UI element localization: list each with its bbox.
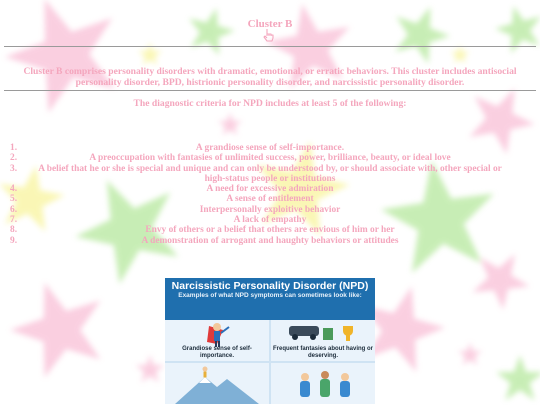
- list-item: 3. A belief that he or she is special and unique and can only be understood by, or should associate with, other special or high-status people or institutions: [10, 163, 502, 184]
- criteria-list: [0, 143, 540, 246]
- infographic-header: [165, 278, 375, 320]
- infographic-title: Narcissistic Personality Disorder (NPD): [171, 280, 369, 292]
- page-title: Cluster B: [247, 18, 293, 30]
- infographic-cell-mountain: [165, 363, 269, 404]
- infographic-cell-fantasies: [271, 320, 375, 361]
- infographic-cell-people: [271, 363, 375, 404]
- infographic-subtitle: Examples of what NPD symptoms can sometimes look like:: [178, 292, 362, 299]
- list-item: 2. A preoccupation with fantasies of unlimited success, power, brilliance, beauty, or ideal love: [10, 153, 451, 164]
- cell-label: Frequent fantasies about having or deserving.: [273, 346, 374, 359]
- list-item: 4. A need for excessive admiration: [10, 184, 334, 195]
- infographic-grid: [165, 320, 375, 404]
- npd-infographic: [165, 278, 375, 404]
- intro-paragraph: Cluster B comprises personality disorders with dramatic, emotional, or erratic behaviors. This cluster includes antisocial personality disorder, BPD, histrionic personality disorder, and narcissistic personality disorder.: [23, 66, 517, 88]
- top-divider: [4, 46, 536, 47]
- cell-label: Grandiose sense of self-importance.: [182, 346, 252, 359]
- middle-divider: [4, 90, 536, 91]
- people-illustration: [271, 363, 375, 404]
- list-item: 8. Envy of others or a belief that others are envious of him or her: [10, 225, 395, 236]
- list-item: 6. Interpersonally exploitive behavior: [10, 204, 341, 215]
- mountain-illustration: [165, 363, 269, 404]
- list-item: 9. A demonstration of arrogant and haughty behaviors or attitudes: [10, 235, 399, 246]
- infographic-cell-grandiose: [165, 320, 269, 361]
- pointing-hand-icon[interactable]: [262, 28, 276, 42]
- list-item: 7. A lack of empathy: [10, 215, 307, 226]
- list-item: 1. A grandiose sense of self-importance.: [10, 143, 345, 153]
- list-item: 5. A sense of entitlement: [10, 194, 314, 205]
- criteria-heading: The diagnostic criteria for NPD includes at least 5 of the following:: [133, 98, 407, 109]
